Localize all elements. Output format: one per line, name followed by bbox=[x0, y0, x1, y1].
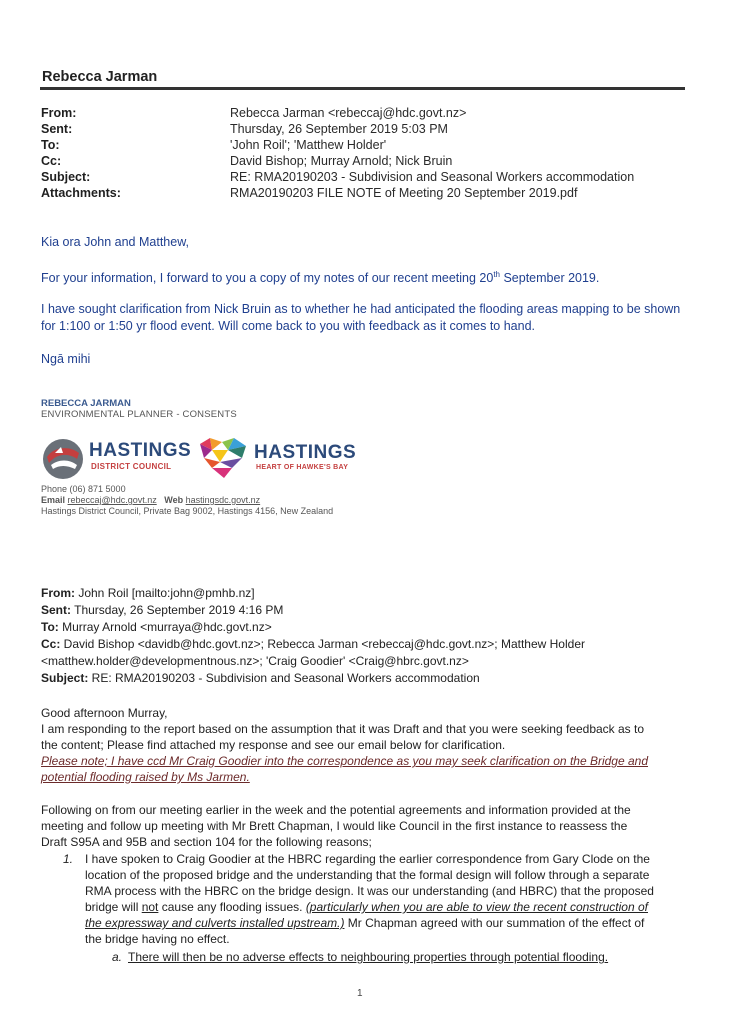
quoted-greeting: Good afternoon Murray, bbox=[41, 706, 168, 720]
quoted-paragraph-1-line-2: the content; Please find attached my response and see our email below for clarification. bbox=[41, 738, 506, 752]
signature-name: REBECCA JARMAN bbox=[41, 398, 131, 409]
quoted-paragraph-2-line-1: Following on from our meeting earlier in the week and the potential agreements and information provided at the bbox=[41, 803, 631, 817]
reply-paragraph-1: For your information, I forward to you a copy of my notes of our recent meeting 20th September 2019. bbox=[41, 270, 600, 286]
reply-greeting: Kia ora John and Matthew, bbox=[41, 235, 190, 249]
sent-value: Thursday, 26 September 2019 5:03 PM bbox=[230, 122, 448, 136]
from-label: From: bbox=[41, 106, 77, 120]
signature-phone: Phone (06) 871 5000 bbox=[41, 484, 126, 494]
signature-email-link[interactable]: rebeccaj@hdc.govt.nz bbox=[67, 495, 157, 505]
quoted-paragraph-1-line-1: I am responding to the report based on the assumption that it was Draft and that you were seeking feedback as to bbox=[41, 722, 645, 736]
list-item-1-line-3: RMA process with the HBRC on the bridge design. It was our understanding (and HBRC) that the proposed bbox=[85, 884, 654, 898]
cc-value: David Bishop; Murray Arnold; Nick Bruin bbox=[230, 154, 453, 168]
quoted-sent: Sent: Thursday, 26 September 2019 4:16 PM bbox=[41, 603, 284, 617]
sender-name: Rebecca Jarman bbox=[42, 69, 158, 85]
quoted-cc-continued: <matthew.holder@developmentnous.nz>; 'Craig Goodier' <Craig@hbrc.govt.nz> bbox=[41, 654, 469, 668]
quoted-to: To: Murray Arnold <murraya@hdc.govt.nz> bbox=[41, 620, 272, 634]
list-item-1-line-2: location of the proposed bridge and the understanding that the formal design will follow through a separate bbox=[85, 868, 650, 882]
list-item-1-line-1: I have spoken to Craig Goodier at the HBRC regarding the earlier correspondence from Gary Clode on the bbox=[85, 852, 650, 866]
from-value: Rebecca Jarman <rebeccaj@hdc.govt.nz> bbox=[230, 106, 467, 120]
quoted-cc: Cc: David Bishop <davidb@hdc.govt.nz>; Rebecca Jarman <rebeccaj@hdc.govt.nz>; Matthew Holder bbox=[41, 637, 585, 651]
quoted-note-line-2: potential flooding raised by Ms Jarmen. bbox=[41, 770, 250, 784]
cc-label: Cc: bbox=[41, 154, 62, 168]
quoted-from: From: John Roil [mailto:john@pmhb.nz] bbox=[41, 586, 255, 600]
hastings-district-council-logo: HASTINGS DISTRICT COUNCIL bbox=[41, 434, 191, 484]
to-label: To: bbox=[41, 138, 60, 152]
reply-paragraph-2-line-2: for 1:100 or 1:50 yr flood event. Will come back to you with feedback as it comes to hand. bbox=[41, 319, 536, 333]
signature-address: Hastings District Council, Private Bag 9002, Hastings 4156, New Zealand bbox=[41, 506, 334, 516]
list-item-1-line-6: the bridge having no effect. bbox=[85, 932, 230, 946]
to-value: 'John Roil'; 'Matthew Holder' bbox=[230, 138, 387, 152]
council-emblem-icon bbox=[41, 437, 85, 481]
sub-item-a-letter: a. bbox=[112, 950, 123, 964]
subject-value: RE: RMA20190203 - Subdivision and Seasonal Workers accommodation bbox=[230, 170, 635, 184]
quoted-subject: Subject: RE: RMA20190203 - Subdivision and Seasonal Workers accommodation bbox=[41, 671, 480, 685]
reply-paragraph-2-line-1: I have sought clarification from Nick Bruin as to whether he had anticipated the flooding areas mapping to be shown bbox=[41, 302, 681, 316]
signature-email-web: Email rebeccaj@hdc.govt.nz Web hastingsdc.govt.nz bbox=[41, 495, 261, 505]
page-number: 1 bbox=[357, 988, 363, 999]
subject-label: Subject: bbox=[41, 170, 91, 184]
list-item-1-line-5: the expressway and culverts installed upstream.) Mr Chapman agreed with our summation of the effect of bbox=[85, 916, 645, 930]
sub-item-a-text: There will then be no adverse effects to neighbouring properties through potential flooding. bbox=[128, 950, 609, 964]
header-divider bbox=[40, 87, 685, 90]
attachments-label: Attachments: bbox=[41, 186, 121, 200]
list-item-1-line-4: bridge will not cause any flooding issues. (particularly when you are able to view the recent construction of bbox=[85, 900, 648, 914]
quoted-note-line-1: Please note; I have ccd Mr Craig Goodier into the correspondence as you may seek clarification on the Bridge and bbox=[41, 754, 649, 768]
quoted-paragraph-2-line-2: meeting and follow up meeting with Mr Brett Chapman, I would like Council in the first instance to reassess the bbox=[41, 819, 628, 833]
signature-title: ENVIRONMENTAL PLANNER - CONSENTS bbox=[41, 409, 237, 420]
heart-mosaic-icon bbox=[198, 436, 250, 480]
quoted-paragraph-2-line-3: Draft S95A and 95B and section 104 for the following reasons; bbox=[41, 835, 372, 849]
sent-label: Sent: bbox=[41, 122, 73, 136]
hastings-heart-of-hawkes-bay-logo: HASTINGS HEART OF HAWKE'S BAY bbox=[198, 436, 358, 484]
list-item-1-number: 1. bbox=[63, 852, 74, 866]
reply-signoff: Ngā mihi bbox=[41, 352, 91, 366]
attachment-link[interactable]: RMA20190203 FILE NOTE of Meeting 20 September 2019.pdf bbox=[230, 186, 578, 200]
signature-web-link[interactable]: hastingsdc.govt.nz bbox=[185, 495, 261, 505]
